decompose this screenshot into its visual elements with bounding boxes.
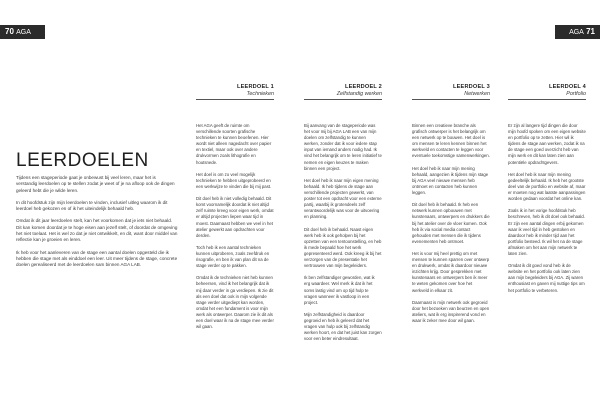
page-number-left: 70 [5, 27, 14, 36]
goal-heading-3 [412, 84, 490, 100]
goal-title: LEERDOEL 1 [236, 84, 274, 90]
body-paragraph: Er zijn al langere tijd dingen die door mijn hoofd spoken om een eigen website en portfolio op te zetten. Hier wil ik tijdens de stage aan werken, zodat ik na de stage een goed overzicht heb van mijn werk en dit kan laten zien aan potentiële opdrachtgevers. [508, 123, 586, 165]
goal-divider [196, 99, 274, 100]
body-paragraph: Het doel heb ik naar mijn mening gedeeltelijk behaald. Ik heb het grootste deel van de portfolio en website af, maar er moeten nog wat laatste aanpassingen worden gedaan voordat het online kan. [508, 171, 586, 202]
body-paragraph: Omdat ik dit goed vond heb ik de website en het portfolio ook laten zien aan mijn begeleiders bij AGA. Zij waren enthousiast en gaven mij nuttige tips om het portfolio te verbeteren. [508, 263, 585, 293]
body-paragraph: Dit doel heb ik behaald. Ik heb een netwerk kunnen opbouwen met kunstenaars, ontwerpers en drukkers die bij het atelier over de vloer komen. Ook heb ik via social media contact gehouden met mensen die ik tijdens evenementen heb ontmoet. [412, 202, 490, 244]
page-header-right [555, 25, 600, 39]
body-paragraph: Zoals ik in het vorige hoofdstuk heb beschreven, heb ik dit doel ook behaald. Er zijn een aantal dingen erbij gekomen waar ik veel tijd in heb gestoken en daardoor heb ik minder tijd aan het portfolio besteed. Ik wil het na de stage afmaken om het aan mijn netwerk te laten zien. [508, 208, 585, 256]
body-paragraph: Binnen een creatieve branche als grafisch ontwerper is het belangrijk om een netwerk op te bouwen. Het doel is om mensen te leren kennen binnen het werkveld en contacten te leggen voor eventuele toekomstige samenwerkingen. [412, 123, 490, 159]
goal-heading-1 [196, 84, 274, 100]
publication-name-left: AGA [16, 29, 31, 36]
intro-paragraph: In dit hoofdstuk zijn mijn leerdoelen te vinden, inclusief uitleg waarom ik dit leerdoel heb gekozen en of ik het uiteindelijk behaald heb. [16, 199, 168, 212]
intro-paragraph: Omdat ik dit jaar leerdoelen stelt, kan het voorkomen dat je iets niet behaald. Dit kan komen doordat je te hoge eisen aan jezelf stelt, of doordat de omgeving het niet toelaat. Het is wel zo dat je niet ontwikkelt, en dit, want door middel van reflectie kan je groeien en leren. [16, 218, 178, 243]
publication-name-right: AGA [569, 29, 584, 36]
body-paragraph: Daarnaast is mijn netwerk ook gegroeid door het bezoeken van beurzen en open ateliers, wat ik erg inspirerend vond en waar ik zeker mee door wil gaan. [412, 299, 490, 323]
body-paragraph: Het doel is om zo veel mogelijk technieken te hebben uitgeprobeerd en een werkwijze te vinden die bij mij past. [196, 171, 272, 189]
goal-text-column-1 [196, 123, 274, 336]
goal-divider [304, 99, 382, 100]
goal-text-column-3 [412, 123, 490, 330]
goal-subtitle: Netwerken [464, 91, 490, 97]
goal-divider [412, 99, 490, 100]
goal-subtitle: Technieken [246, 91, 274, 97]
page-title: LEERDOELEN [16, 150, 149, 171]
goal-subtitle: Zelfstandig werken [336, 91, 382, 97]
body-paragraph: Het doel heb ik naar mijn eigen mening behaald. Ik heb tijdens de stage aan verschillende projecten gewerkt, van poster tot een opdracht voor een externe partij, waarbij ik grotendeels zelf verantwoordelijk was voor de uitvoering en planning. [304, 177, 382, 220]
page-header-left [0, 25, 45, 39]
goal-heading-2 [304, 84, 382, 100]
body-paragraph: Dit doel heb ik niet volledig behaald. Dit komt voornamelijk doordat ik niet altijd zelf ruimte kreeg voor eigen werk, omdat er altijd projecten liepen waar tijd in moest. Daarnaast hebben we veel in het atelier gewerkt aan opdrachten voor derden. [196, 196, 274, 238]
goal-divider [508, 99, 586, 100]
body-paragraph: Dit doel heb ik behaald. Naast eigen werk heb ik ook geholpen bij het opzetten van een tentoonstelling, en heb ik mede bepaald hoe het werk gepresenteerd werd. Ook kreeg ik bij het verzorgen van de presentatie het vertrouwen van mijn begeleiders. [304, 226, 382, 269]
body-paragraph: Omdat ik de technieken niet heb kunnen beheersen, vind ik het belangrijk dat ik mij daar verder in ga verdiepen. Ik zie dit als een doel dat ook in mijn volgende stage verder uitgediept kan worden, omdat het een fundament is voor mijn werk als ontwerper. Daarom zie ik dit als een doel waar ik na de stage mee verder wil gaan. [196, 275, 274, 330]
body-paragraph: Mijn zelfstandigheid is daardoor gegroeid en heb ik geleerd dat het vragen van hulp ook bij zelfstandig werken hoort, en dat het juist kan zorgen voor een beter eindresultaat. [304, 311, 382, 342]
body-paragraph: Het AGA geeft de ruimte om verschillende soorten grafische technieken te kunnen beoefenen. Hier wordt niet alleen nagedacht over papier en textiel, maar ook over andere drukvormen zoals lithografie en houtsnede. [196, 123, 272, 165]
body-paragraph: Ik ben zelfstandiger geworden, wat ik erg waardeer. Wel merk ik dat ik het soms lastig vind om op tijd hulp te vragen wanneer ik vastloop in een project. [304, 275, 375, 305]
goal-text-column-2 [304, 123, 382, 348]
body-paragraph: Toch heb ik een aantal technieken kunnen uitproberen, zoals zeefdruk en risografie, en ben ik van plan dit na de stage verder op te pakken. [196, 244, 270, 269]
goal-title: LEERDOEL 4 [548, 84, 586, 90]
intro-paragraph: Tijdens een stageperiode gaat je onbewust bij veel leren, maar het is verstandig leerdoelen op te stellen zodat je weet of je na afloop ook de dingen geleerd hebt die je wilde leren. [16, 175, 175, 193]
body-paragraph: Het doel heb ik naar mijn mening behaald, aangezien ik tijdens mijn stage bij AGA veel nieuwe mensen heb ontmoet en contacten heb kunnen leggen. [412, 165, 489, 196]
body-paragraph: Het is voor mij heel prettig om met mensen te kunnen sparren over ontwerp en drukwerk, omdat ik daardoor nieuwe inzichten krijg. Door gesprekken met kunstenaars en ontwerpers ben ik meer te weten gekomen over hoe het werkveld in elkaar zit. [412, 250, 490, 293]
goal-heading-4 [508, 84, 586, 100]
body-paragraph: Bij aanvang van de stageperiode was het voor mij bij AGA LAB een van mijn doelen om zelfstandig te kunnen werken, zonder dat ik voor iedere stap input van iemand anders nodig had. Ik vind het belangrijk om te leren initiatief te nemen en eigen keuzes te maken binnen een project. [304, 123, 382, 171]
goal-subtitle: Portfolio [566, 91, 586, 97]
goal-title: LEERDOEL 2 [344, 84, 382, 90]
goal-text-column-4 [508, 123, 586, 300]
goal-title: LEERDOEL 3 [452, 84, 490, 90]
page-number-right: 71 [586, 27, 595, 36]
intro-text [16, 175, 178, 275]
intro-paragraph: Ik heb voor het aanleveren van de stage een aantal doelen opgesteld die ik hebben die stage met als einddoel een leer. Uit meer tijdens de stage, concrete doelen gerealiseerd met de leerdoelen sam binnen AGA LAB. [16, 249, 178, 268]
